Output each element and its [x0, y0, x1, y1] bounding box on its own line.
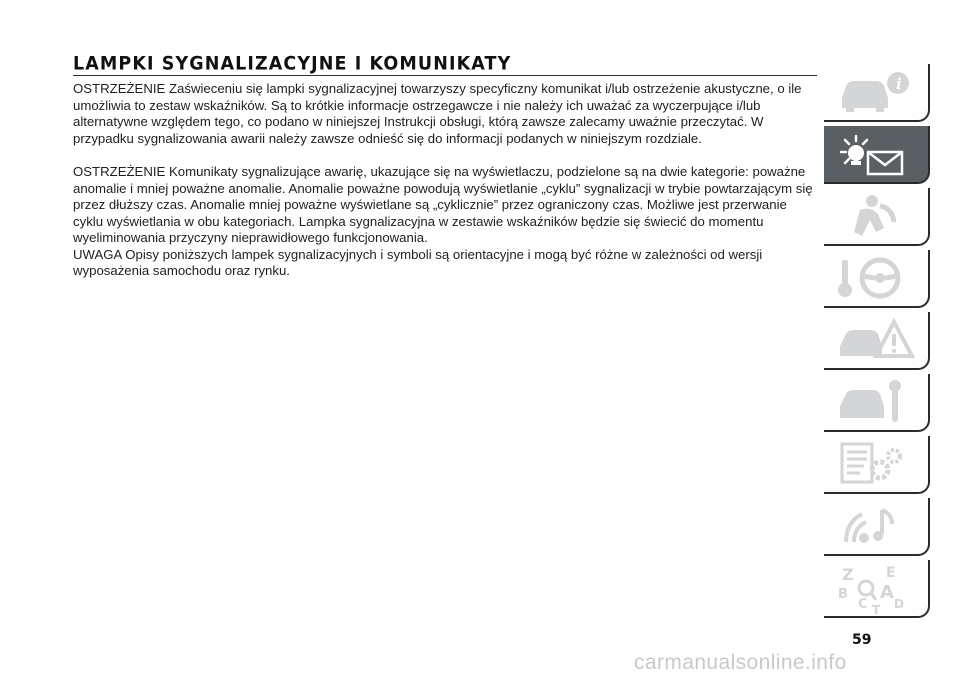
index-letter-a: A [880, 582, 894, 603]
tab-technical-data[interactable] [824, 436, 930, 494]
index-letter-b: B [838, 587, 848, 602]
title-divider [73, 75, 817, 76]
car-service-tools-icon [836, 378, 916, 426]
key-steering-wheel-icon [836, 254, 916, 302]
alphabetical-index-icon [836, 564, 916, 614]
tab-index[interactable] [824, 560, 930, 618]
svg-text:i: i [896, 75, 902, 93]
car-crash-warning-icon [836, 316, 916, 364]
paragraph-note: UWAGA Opisy poniższych lampek sygnalizacyjnych i symboli są orientacyjne i mogą być różne w zależności od wersji wyposażenia samochodu oraz rynku. [73, 246, 763, 278]
tab-safety[interactable] [824, 188, 930, 246]
tab-emergency[interactable] [824, 312, 930, 370]
body-text [73, 81, 813, 280]
index-letter-c: C [858, 597, 868, 612]
tab-warning-lights-messages[interactable] [824, 126, 930, 184]
index-letter-e: E [886, 565, 896, 581]
warning-light-message-icon [836, 130, 916, 178]
tab-car-info[interactable] [824, 64, 930, 122]
car-info-icon [836, 68, 916, 116]
tab-starting-driving[interactable] [824, 250, 930, 308]
page-number: 59 [852, 632, 872, 648]
index-letter-t: T [872, 603, 881, 614]
page-title: LAMPKI SYGNALIZACYJNE I KOMUNIKATY [73, 54, 512, 75]
paragraph-warning-lamps: OSTRZEŻENIE Zaświeceniu się lampki sygnalizacyjnej towarzyszy specyficzny komunikat i/lub ostrzeżenie akustyczne, o ile umożliwia to zestaw wskaźników. Są to krótkie informacje ostrzegawcze i nie należy ich uważać za wyczerpujące i/lub alternatywne względem tego, co podano w niniejszej Instrukcji obsługi, którą zawsze zalecamy uważnie przeczytać. W przypadku sygnalizowania awarii należy zawsze odnieść się do informacji podanych w niniejszym rozdziale. [73, 81, 802, 146]
index-letter-d: D [894, 597, 904, 611]
tab-maintenance[interactable] [824, 374, 930, 432]
paragraph-warning-messages: OSTRZEŻENIE Komunikaty sygnalizujące awarię, ukazujące się na wyświetlaczu, podzielone są na dwie kategorie: poważne anomalie i mniej poważne anomalie. Anomalie poważne powodują wyświetlanie „cyklu” sygnalizacji w trybie powtarzającym się przez dłuższy czas. Anomalie mniej poważne wyświetlane są „cyklicznie” przez ograniczony czas. Możliwe jest przerwanie cyklu wyświetlania w obu kategoriach. Lampka sygnalizacyjna w zestawie wskaźników będzie się świecić do momentu wyeliminowania przyczyny nieprawidłowego funkcjonowania. [73, 164, 813, 245]
tab-multimedia[interactable] [824, 498, 930, 556]
specifications-gear-icon [836, 440, 916, 488]
index-letter-z: Z [842, 565, 854, 584]
airbag-seat-icon [836, 192, 916, 240]
watermark: carmanualsonline.info [634, 651, 847, 674]
multimedia-music-icon [836, 502, 916, 550]
